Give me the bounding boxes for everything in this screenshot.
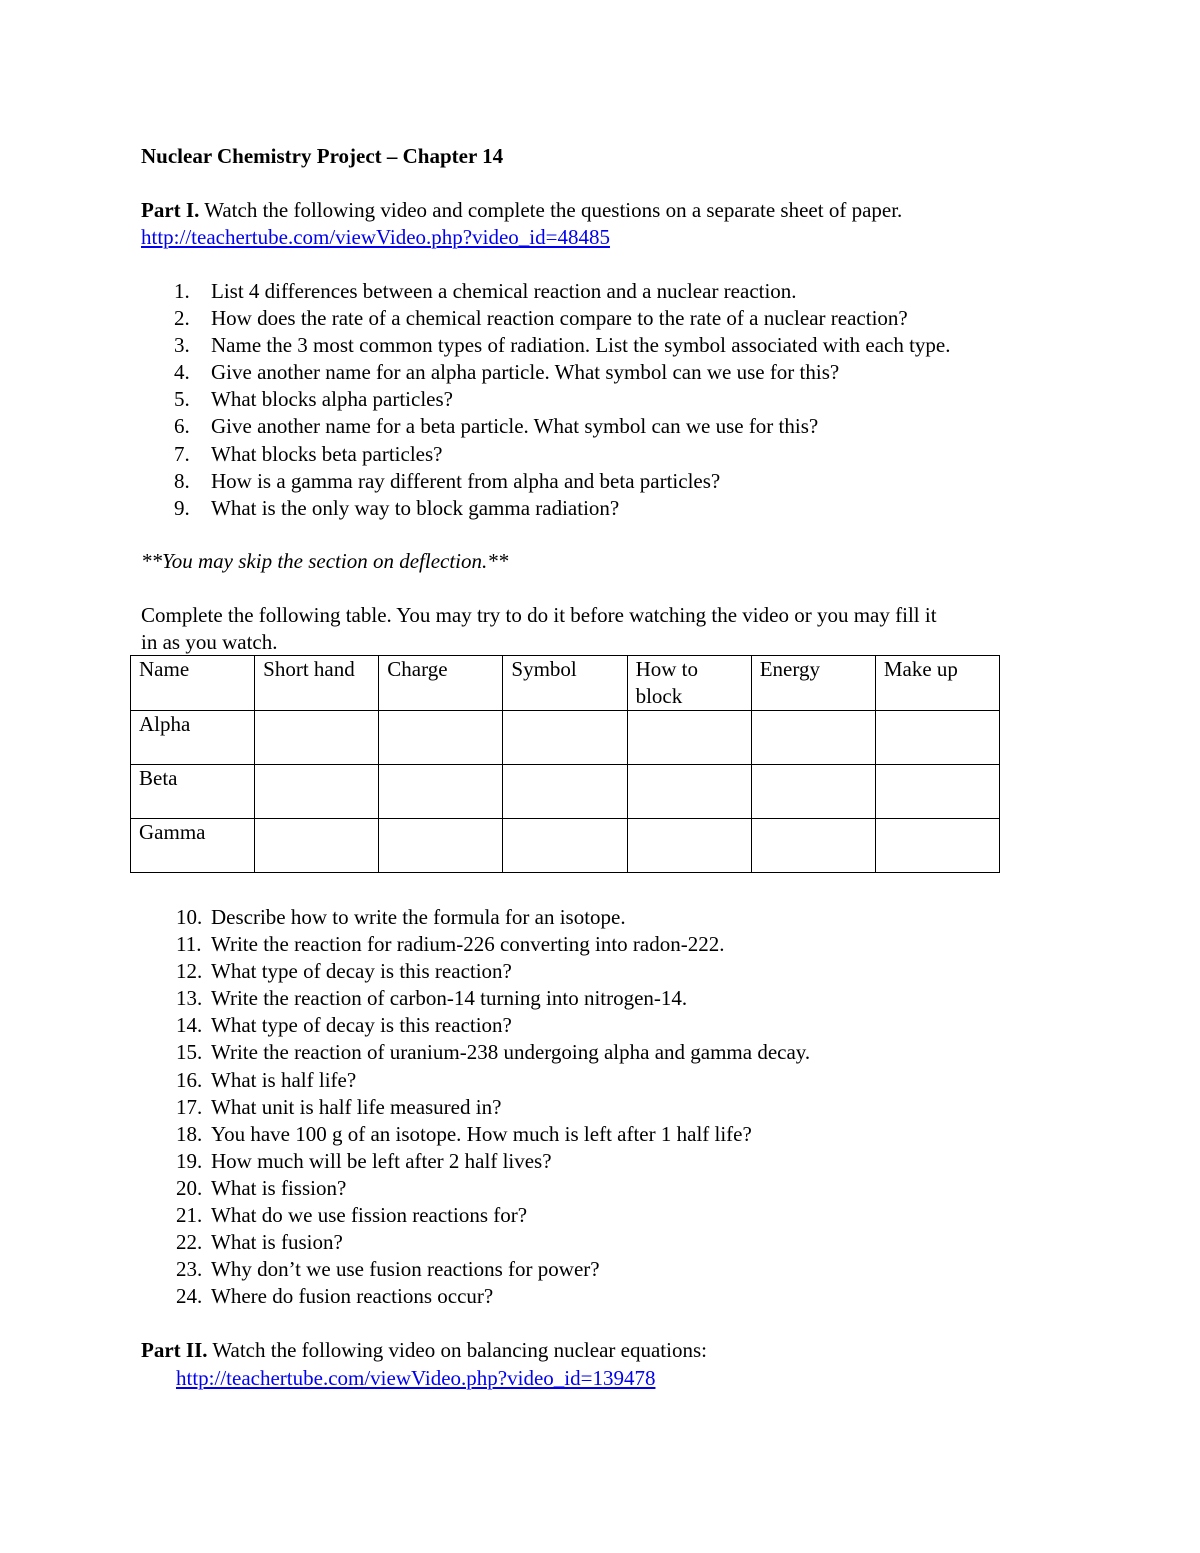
table-header-cell: Make up	[875, 656, 999, 711]
question-number: 4.	[174, 360, 190, 385]
table-blank-cell[interactable]	[751, 711, 875, 765]
question-text: What type of decay is this reaction?	[211, 1013, 512, 1038]
table-blank-cell[interactable]	[875, 711, 999, 765]
question-number: 14.	[176, 1013, 203, 1038]
question-number: 8.	[174, 468, 190, 493]
question-number: 23.	[176, 1257, 203, 1282]
table-header-cell: Symbol	[503, 656, 627, 711]
table-row	[131, 711, 1000, 765]
table-header-cell: Energy	[751, 656, 875, 711]
part1-video-link[interactable]: http://teachertube.com/viewVideo.php?video_id=48485	[141, 225, 610, 249]
question-number: 15.	[176, 1040, 203, 1065]
table-blank-cell[interactable]	[503, 819, 627, 873]
question-text: Give another name for an alpha particle. What symbol can we use for this?	[211, 360, 840, 385]
part2-video-link[interactable]: http://teachertube.com/viewVideo.php?video_id=139478	[176, 1366, 656, 1390]
question-text: What is fusion?	[211, 1230, 343, 1255]
table-blank-cell[interactable]	[627, 819, 751, 873]
question-text: Write the reaction of uranium-238 undergoing alpha and gamma decay.	[211, 1040, 811, 1065]
table-row-label: Alpha	[131, 711, 255, 765]
question-text: Where do fusion reactions occur?	[211, 1284, 494, 1309]
part2-link-line	[176, 1365, 655, 1392]
question-text: Describe how to write the formula for an isotope.	[211, 905, 626, 929]
question-number: 21.	[176, 1203, 203, 1228]
table-blank-cell[interactable]	[627, 711, 751, 765]
part1-label: Part I.	[141, 198, 200, 222]
question-text: What blocks alpha particles?	[211, 387, 453, 412]
document-title: Nuclear Chemistry Project – Chapter 14	[141, 144, 504, 168]
part1-text: Watch the following video and complete the questions on a separate sheet of paper.	[204, 198, 903, 222]
table-blank-cell[interactable]	[255, 765, 379, 819]
question-text: Why don’t we use fusion reactions for power?	[211, 1257, 600, 1282]
question-text: Write the reaction of carbon-14 turning into nitrogen-14.	[211, 986, 688, 1011]
table-row-label: Gamma	[131, 819, 255, 873]
table-blank-cell[interactable]	[379, 711, 503, 765]
table-blank-cell[interactable]	[379, 765, 503, 819]
table-blank-cell[interactable]	[751, 819, 875, 873]
question-number: 13.	[176, 986, 203, 1011]
question-text: List 4 differences between a chemical reaction and a nuclear reaction.	[211, 279, 797, 303]
question-number: 12.	[176, 959, 203, 984]
part2-label: Part II.	[141, 1338, 208, 1362]
question-text: How does the rate of a chemical reaction compare to the rate of a nuclear reaction?	[211, 306, 908, 331]
question-text: What type of decay is this reaction?	[211, 959, 512, 984]
question-number: 24.	[176, 1284, 203, 1309]
table-intro-line1: Complete the following table. You may try to do it before watching the video or you may fill it	[141, 603, 937, 627]
question-number: 17.	[176, 1094, 203, 1119]
part1-link-line	[141, 224, 610, 251]
skip-note: **You may skip the section on deflection.**	[141, 549, 509, 573]
question-number: 3.	[174, 333, 190, 358]
question-text: What is the only way to block gamma radiation?	[211, 495, 620, 520]
question-number: 1.	[174, 279, 190, 303]
question-number: 2.	[174, 306, 190, 331]
question-number: 18.	[176, 1121, 203, 1146]
table-row-label: Beta	[131, 765, 255, 819]
question-text: What blocks beta particles?	[211, 441, 443, 466]
question-text: What is half life?	[211, 1067, 357, 1092]
table-blank-cell[interactable]	[875, 765, 999, 819]
table-header-cell: How to block	[627, 656, 751, 711]
part1-instructions	[141, 197, 902, 224]
table-header-cell: Charge	[379, 656, 503, 711]
question-text: You have 100 g of an isotope. How much is left after 1 half life?	[211, 1121, 752, 1146]
question-text: What do we use fission reactions for?	[211, 1203, 528, 1228]
table-blank-cell[interactable]	[255, 711, 379, 765]
question-number: 19.	[176, 1148, 203, 1173]
question-text: Name the 3 most common types of radiation. List the symbol associated with each type.	[211, 333, 951, 358]
table-header-cell: Name	[131, 656, 255, 711]
question-text: How is a gamma ray different from alpha and beta particles?	[211, 468, 721, 493]
question-number: 20.	[176, 1175, 203, 1200]
radiation-table	[130, 655, 1000, 873]
table-blank-cell[interactable]	[751, 765, 875, 819]
table-header-row	[131, 656, 1000, 711]
question-text: What is fission?	[211, 1175, 347, 1200]
question-number: 5.	[174, 387, 190, 412]
table-blank-cell[interactable]	[503, 765, 627, 819]
question-number: 22.	[176, 1230, 203, 1255]
table-blank-cell[interactable]	[627, 765, 751, 819]
table-row	[131, 765, 1000, 819]
question-number: 10.	[176, 905, 203, 929]
question-text: Write the reaction for radium-226 converting into radon-222.	[211, 932, 725, 957]
part2-text: Watch the following video on balancing nuclear equations:	[212, 1338, 707, 1362]
question-text: What unit is half life measured in?	[211, 1094, 502, 1119]
question-text: How much will be left after 2 half lives?	[211, 1148, 552, 1173]
table-blank-cell[interactable]	[875, 819, 999, 873]
question-number: 16.	[176, 1067, 203, 1092]
question-number: 11.	[176, 932, 202, 957]
question-number: 9.	[174, 495, 190, 520]
part2-instructions	[141, 1337, 707, 1364]
question-number: 6.	[174, 414, 190, 439]
table-blank-cell[interactable]	[255, 819, 379, 873]
table-blank-cell[interactable]	[503, 711, 627, 765]
question-text: Give another name for a beta particle. What symbol can we use for this?	[211, 414, 819, 439]
table-header-cell: Short hand	[255, 656, 379, 711]
question-number: 7.	[174, 441, 190, 466]
table-intro-line2: in as you watch.	[141, 630, 278, 654]
table-row	[131, 819, 1000, 873]
table-blank-cell[interactable]	[379, 819, 503, 873]
